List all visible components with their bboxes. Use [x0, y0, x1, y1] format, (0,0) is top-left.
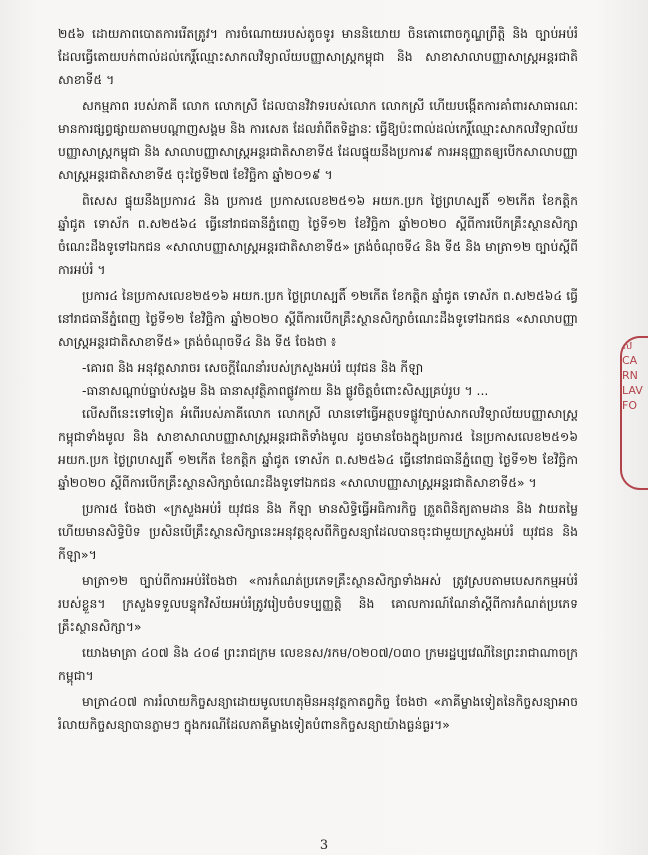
- red-stamp-seal: [620, 336, 648, 490]
- stamp-line: LAV: [622, 384, 643, 397]
- stamp-line: ស: [622, 339, 633, 352]
- paragraph-4: ប្រការ៤ នៃប្រកាសលេខ២៥១៦ អយក.ប្រក ថ្ងៃព្រហស្បតិ៍ ១២កើត ខែកត្តិក ឆ្នាំជូត ទោស័ក ព.ស២៥៦៤ ធ្វើនៅរាជធានីភ្នំពេញ ថ្ងៃទី១២ ខែវិច្ឆិកា ឆ្នាំ២០២០ ស្តីពីការបើកគ្រឹះស្ថានសិក្សាចំណេះដឹងទូទៅឯកជន «សាលាបញ្ញាសាស្ត្រអន្តរជាតិសាខាទី៥» ត្រង់ចំណុចទី៤ និង ទី៥ ចែងថា ៖: [58, 288, 578, 349]
- stamp-text: [622, 338, 643, 413]
- paragraph-3: ពិសេស ផ្ទុយនឹងប្រការ៤ និង ប្រការ៥ ប្រកាសលេខ២៥១៦ អយក.ប្រក ថ្ងៃព្រហស្បតិ៍ ១២កើត ខែកត្តិក ឆ្នាំជូត ទោស័ក ព.ស២៥៦៤ ធ្វើនៅរាជធានីភ្នំពេញ ថ្ងៃទី១២ ខែវិច្ឆិកា ឆ្នាំ២០២០ ស្តីពីការបើកគ្រឹះស្ថានសិក្សាចំណេះដឹងទូទៅឯកជន «សាលាបញ្ញាសាស្ត្រអន្តរជាតិសាខាទី៥» ត្រង់ចំណុចទី៤ និង ទី៥ និង មាត្រា១២ ច្បាប់ស្តីពីការអប់រំ ។: [58, 193, 578, 277]
- paragraph-7: មាត្រា១២ ច្បាប់ពីការអប់រំចែងថា «ការកំណត់ប្រភេទគ្រឹះស្ថានសិក្សាទាំងអស់ ត្រូវស្របតាមបេសកកម្មអប់រំរបស់ខ្លួន។ ក្រសួងទទួលបន្ទុកវិស័យអប់រំត្រូវរៀបចំបទប្បញ្ញត្តិ និង គោលការណ៍ណែនាំស្តីពីការកំណត់ប្រភេទគ្រឹះស្ថានសិក្សា។»: [58, 573, 578, 634]
- paragraph-2: សកម្មភាព របស់ភាគី លោក លោកស្រី ដែលបានវិវាទរបស់លោក លោកស្រី ហើយបង្កើតការគាំពារសាធារណៈ មានការផ្សព្វផ្សាយតាមបណ្តាញសង្គម និង ការសេត ដែលរាំពីតទិដ្ឋានៈ ធ្វើឱ្យប៉ះពាល់ដល់កេរ្តិ៍ឈ្មោះសាកលវិទ្យាល័យបញ្ញាសាស្ត្រកម្ពុជា និង សាលាបញ្ញាសាស្ត្រអន្តរជាតិសាខាទី៥ ដែលផ្ទុយនឹងប្រការ៩ ការអនុញ្ញាតឲ្យបើកសាលាបញ្ញាសាស្ត្រអន្តរជាតិសាខាទី៥ ចុះថ្ងៃទី២៧ ខែវិច្ឆិកា ឆ្នាំ២០១៩ ។: [58, 98, 578, 182]
- stamp-line: FO: [622, 399, 637, 412]
- stamp-line: RN: [622, 369, 638, 382]
- list-item-2: -ធានាសណ្តាប់ធ្នាប់សង្គម និង ធានាសុវត្ថិភាពផ្លូវកាយ និង ផ្លូវចិត្តចំពោះសិស្សគ្រប់រូប ។ ...: [82, 383, 489, 398]
- page-number: 3: [319, 838, 329, 853]
- list-item-1: -គោរព និង អនុវត្តសារាចរ សេចក្តីណែនាំរបស់ក្រសួងអប់រំ យុវជន និង កីឡា: [82, 360, 424, 375]
- stamp-line: CA: [622, 354, 638, 367]
- paragraph-1: ២៥៦ ដោយភាពបោតការរើតត្រូវ។ ការចំណោយរបស់តូចទូរ មាននិយោយ ចិនតោពោចកូណ្ឌព្រឹត្តិ និង ច្បាប់អប់រំ ដែលធ្វើតោយបក់ពាល់ដល់កេរ្តិ៍ឈ្មោះសាកលវិទ្យាល័យបញ្ញាសាស្ត្រកម្ពុជា និង សាខាសាលាបញ្ញាសាស្ត្រអន្តរជាតិសាខាទី៥ ។: [58, 26, 578, 87]
- paragraph-6: ប្រការ៥ ចែងថា «ក្រសួងអប់រំ យុវជន និង កីឡា មានសិទ្ធិធ្វើអធិការកិច្ច ត្រួតពិនិត្យតាមដាន និង វាយតម្លៃ ហើយមានសិទ្ធិបិទ ប្រសិនបើគ្រឹះស្ថានសិក្សានេះអនុវត្តខុសពីកិច្ចសន្យាដែលបានចុះជាមួយក្រសួងអប់រំ យុវជន និង កីឡា»។: [58, 501, 578, 562]
- paragraph-5: លើសពីនេះទៅទៀត អំពើរបស់ភាគីលោក លោកស្រី លានទៅធ្វើអត្ថបទផ្លូវច្បាប់សាកលវិទ្យាល័យបញ្ញាសាស្ត្រកម្ពុជាទាំងមូល និង សាខាសាលាបញ្ញាសាស្ត្រអន្តរជាតិទាំងមូល ដូចមានចែងក្នុងប្រការ៥ នៃប្រកាសលេខ២៥១៦ អយក.ប្រក ថ្ងៃព្រហស្បតិ៍ ១២កើត ខែកត្តិក ឆ្នាំជូត ទោស័ក ព.ស២៥៦៤ ធ្វើនៅរាជធានីភ្នំពេញ ថ្ងៃទី១២ ខែវិច្ឆិកា ឆ្នាំ២០២០ ស្តីពីការបើកគ្រឹះស្ថានសិក្សាចំណេះដឹងទូទៅឯកជន «សាលាបញ្ញាសាស្ត្រអន្តរជាតិសាខាទី៥» ។: [58, 406, 578, 490]
- paragraph-9: មាត្រា៤០៧ ការរំលាយកិច្ចសន្យាដោយមូលហេតុមិនអនុវត្តកាតព្វកិច្ច ចែងថា «ភាគីម្ខាងទៀតនៃកិច្ចសន្យាអាចរំលាយកិច្ចសន្យាបានភ្លាមៗ ក្នុងករណីដែលភាគីម្ខាងទៀតបំពានកិច្ចសន្យាយ៉ាងធ្ងន់ធ្ងរ។»: [58, 694, 578, 732]
- document-body: [58, 22, 578, 739]
- paragraph-8: យោងមាត្រា ៤០៧ និង ៤០៨ ព្រះរាជក្រម លេខនស/រកម/០២០៧/០៣០ ក្រមរដ្ឋប្បវេណីនៃព្រះរាជាណាចក្រកម្ពុជា។: [58, 645, 578, 683]
